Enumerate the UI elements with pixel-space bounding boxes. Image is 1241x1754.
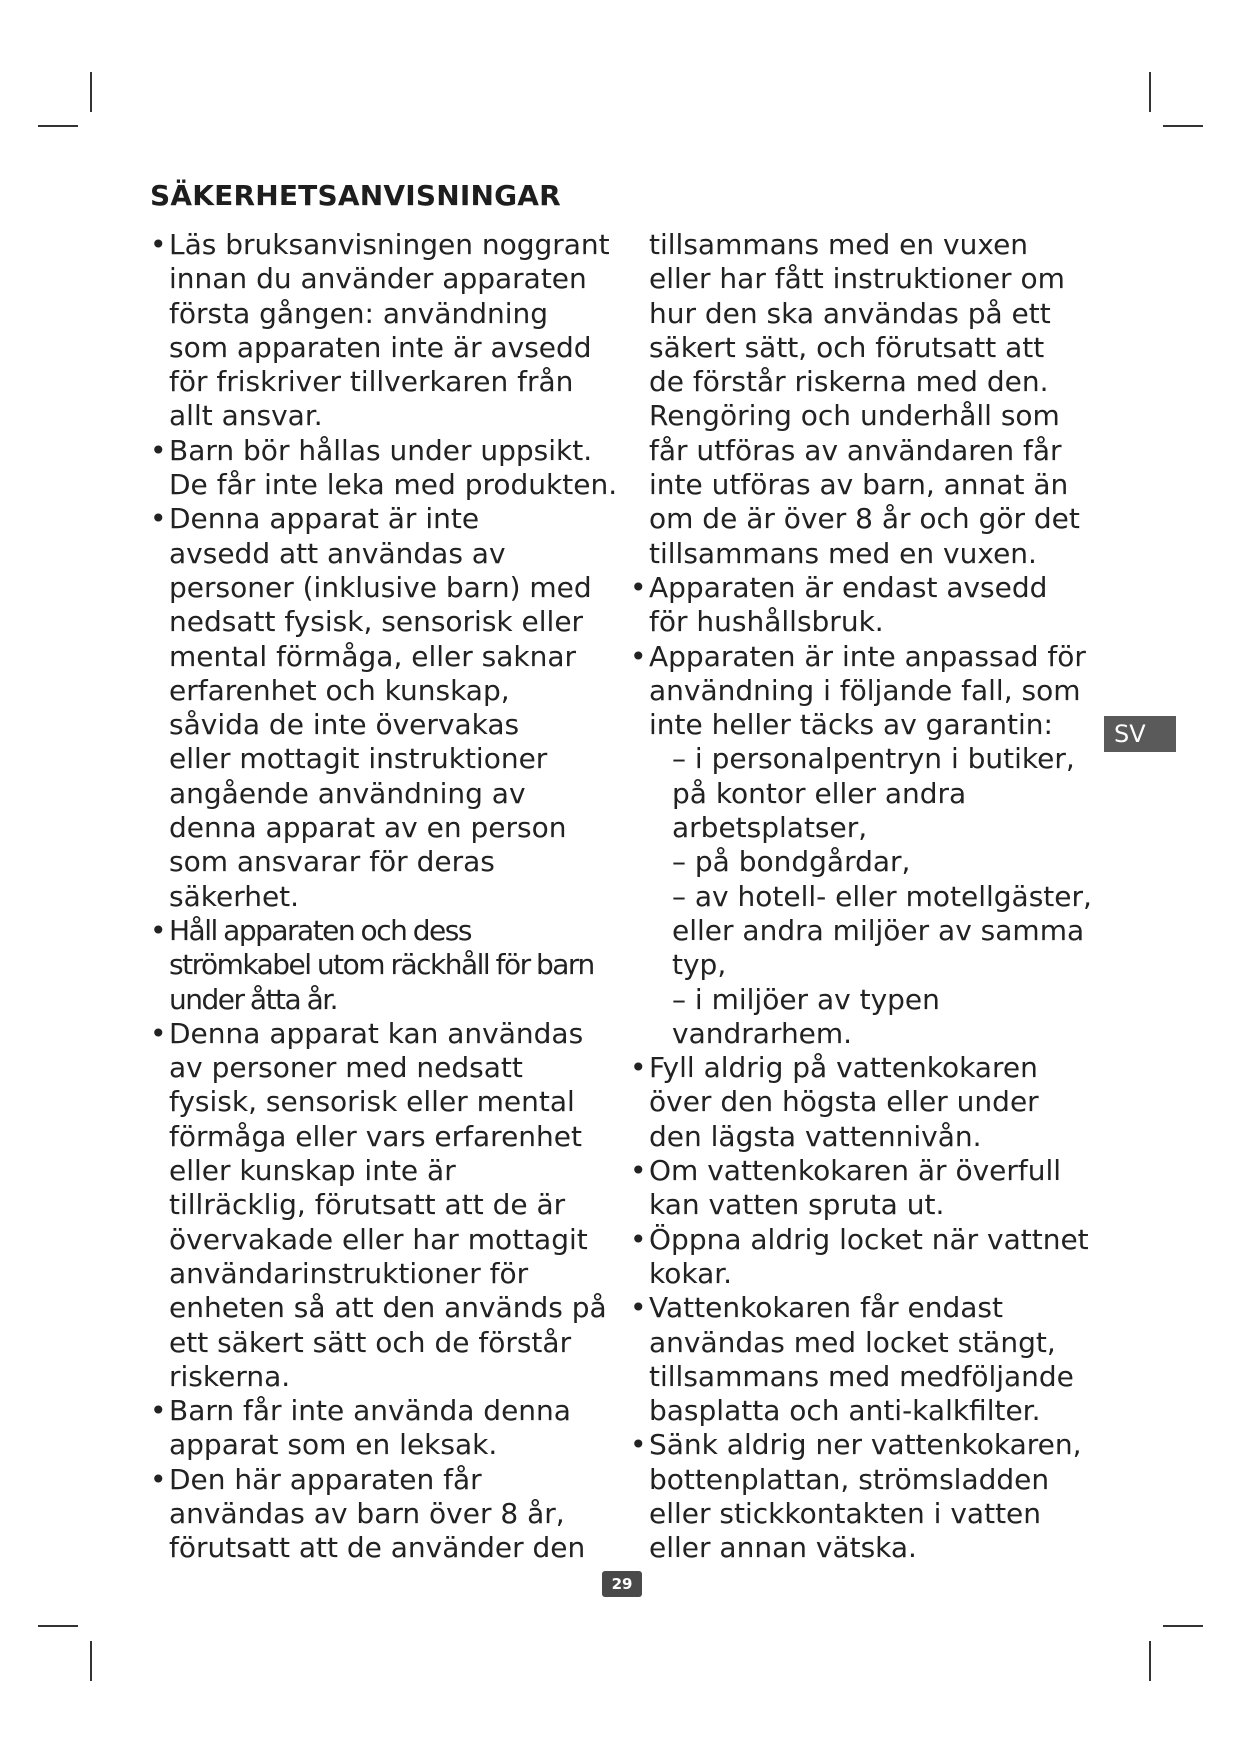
text-line: inte heller täcks av garantin: <box>649 708 1053 742</box>
text-line: eller har fått instruktioner om <box>649 262 1065 296</box>
text-line: Apparaten är inte anpassad för <box>649 639 1086 673</box>
text-line: på kontor eller andra <box>672 776 967 810</box>
text-line: enheten så att den används på <box>169 1291 607 1325</box>
bullet-item <box>150 1394 610 1463</box>
bullet-item <box>630 1051 1100 1154</box>
bullet-icon: • <box>150 228 167 261</box>
text-line: som ansvarar för deras <box>169 845 495 879</box>
bullet-item <box>150 228 610 434</box>
text-line: de förstår riskerna med den. <box>649 365 1049 399</box>
bullet-icon: • <box>150 913 166 947</box>
text-line: Rengöring och underhåll som <box>649 399 1060 433</box>
bullet-icon: • <box>150 1462 167 1496</box>
text-line: förutsatt att de använder den <box>169 1531 586 1565</box>
bullet-item <box>630 1154 1100 1223</box>
crop-mark-bottom-left-vertical <box>90 1641 92 1681</box>
text-line: säkert sätt, och förutsatt att <box>649 330 1045 364</box>
text-line: basplatta och anti-kalkfilter. <box>649 1394 1041 1428</box>
crop-mark-bottom-right-vertical <box>1149 1641 1151 1681</box>
text-line: eller annan vätska. <box>649 1531 917 1565</box>
text-line: eller stickkontakten i vatten <box>649 1496 1042 1530</box>
crop-mark-top-right-horizontal <box>1163 125 1203 127</box>
text-line: den lägsta vattennivån. <box>649 1119 982 1153</box>
right-bullet-list-continued <box>630 1051 1100 1565</box>
dash-item <box>649 845 1100 879</box>
text-line: mental förmåga, eller saknar <box>169 639 577 673</box>
text-line: Barn bör hållas under uppsikt. <box>169 433 593 467</box>
text-line: – i personalpentryn i butiker, <box>672 742 1075 776</box>
text-line: eller mottagit instruktioner <box>169 742 548 776</box>
bullet-icon: • <box>630 1428 647 1462</box>
text-line: Håll apparaten och dess <box>169 913 471 947</box>
text-line: bottenplattan, strömsladden <box>649 1462 1050 1496</box>
page-number: 29 <box>602 1571 642 1597</box>
text-line: för friskriver tillverkaren från <box>169 365 574 399</box>
text-line: användarinstruktioner för <box>169 1256 529 1290</box>
text-line: – i miljöer av typen <box>672 982 940 1016</box>
usage-exclusion-list <box>630 742 1100 1051</box>
text-line: övervakade eller har mottagit <box>169 1222 588 1256</box>
dash-item <box>649 742 1100 845</box>
text-line: strömkabel utom räckhåll för barn <box>169 948 594 982</box>
text-line: såvida de inte övervakas <box>169 708 520 742</box>
crop-mark-top-left-vertical <box>90 72 92 112</box>
bullet-icon: • <box>630 570 647 604</box>
text-line: under åtta år. <box>169 982 338 1016</box>
text-line: Den här apparaten får <box>169 1462 482 1496</box>
bullet-item <box>630 640 1100 743</box>
text-line: denna apparat av en person <box>169 811 567 845</box>
dash-item <box>649 880 1100 983</box>
text-line: Apparaten är endast avsedd <box>649 570 1048 604</box>
text-line: tillsammans med medföljande <box>649 1359 1074 1393</box>
bullet-item <box>150 502 610 914</box>
bullet-item <box>630 1428 1100 1565</box>
bullet-icon: • <box>150 1016 167 1050</box>
left-bullet-list <box>150 228 618 1566</box>
text-line: riskerna. <box>169 1359 291 1393</box>
text-line: kan vatten spruta ut. <box>649 1188 945 1222</box>
text-line: apparat som en leksak. <box>169 1428 498 1462</box>
bullet-icon: • <box>150 1394 167 1428</box>
text-line: Denna apparat kan användas <box>169 1016 584 1050</box>
continued-paragraph <box>630 228 1100 571</box>
bullet-icon: • <box>630 1154 647 1188</box>
left-column <box>150 228 618 1566</box>
text-line: eller andra miljöer av samma <box>672 913 1085 947</box>
bullet-item <box>630 571 1100 640</box>
text-line: hur den ska användas på ett <box>649 296 1051 330</box>
text-line: som apparaten inte är avsedd <box>169 330 592 364</box>
text-line: får utföras av användaren får <box>649 433 1062 467</box>
text-line: användas med locket stängt, <box>649 1325 1056 1359</box>
bullet-item <box>630 1223 1100 1292</box>
text-line: Sänk aldrig ner vattenkokaren, <box>649 1428 1082 1462</box>
text-line: Öppna aldrig locket när vattnet <box>649 1222 1089 1256</box>
text-line: Vattenkokaren får endast <box>649 1291 1003 1325</box>
text-line: om de är över 8 år och gör det <box>649 502 1080 536</box>
text-line: allt ansvar. <box>169 399 323 433</box>
text-line: användning i följande fall, som <box>649 673 1081 707</box>
text-line: De får inte leka med produkten. <box>169 468 618 502</box>
bullet-item <box>630 1291 1100 1428</box>
crop-mark-bottom-right-horizontal <box>1163 1625 1203 1627</box>
text-line: förmåga eller vars erfarenhet <box>169 1119 582 1153</box>
text-line: inte utföras av barn, annat än <box>649 468 1069 502</box>
text-line: – av hotell- eller motellgäster, <box>672 879 1092 913</box>
text-line: Fyll aldrig på vattenkokaren <box>649 1051 1038 1085</box>
crop-mark-top-left-horizontal <box>38 125 78 127</box>
text-line: första gången: användning <box>169 296 549 330</box>
text-line: säkerhet. <box>169 879 300 913</box>
text-line: över den högsta eller under <box>649 1085 1039 1119</box>
text-line: arbetsplatser, <box>672 811 868 845</box>
text-line: fysisk, sensorisk eller mental <box>169 1085 575 1119</box>
text-line: tillsammans med en vuxen. <box>649 536 1037 570</box>
text-line: Denna apparat är inte <box>169 502 480 536</box>
text-line: vandrarhem. <box>672 1016 853 1050</box>
right-bullet-list <box>630 571 1100 742</box>
text-line: innan du använder apparaten <box>169 262 587 296</box>
text-line: kokar. <box>649 1256 733 1290</box>
bullet-icon: • <box>630 1051 647 1085</box>
bullet-item <box>150 1463 610 1566</box>
bullet-item <box>150 433 618 503</box>
text-line: eller kunskap inte är <box>169 1154 456 1188</box>
text-line: angående användning av <box>169 776 526 810</box>
crop-mark-top-right-vertical <box>1149 72 1151 112</box>
crop-mark-bottom-left-horizontal <box>38 1625 78 1627</box>
text-line: nedsatt fysisk, sensorisk eller <box>169 605 584 639</box>
text-line: – på bondgårdar, <box>672 845 911 879</box>
bullet-icon: • <box>150 502 167 536</box>
text-line: Läs bruksanvisningen noggrant <box>169 228 610 261</box>
text-line: användas av barn över 8 år, <box>169 1496 565 1530</box>
bullet-icon: • <box>150 433 167 467</box>
page-title: SÄKERHETSANVISNINGAR <box>150 179 561 212</box>
text-line: erfarenhet och kunskap, <box>169 673 510 707</box>
right-column <box>630 228 1100 1566</box>
text-line: ett säkert sätt och de förstår <box>169 1325 572 1359</box>
text-line: Barn får inte använda denna <box>169 1394 571 1428</box>
text-line: personer (inklusive barn) med <box>169 570 592 604</box>
text-line: avsedd att användas av <box>169 536 506 570</box>
text-line: tillsammans med en vuxen <box>649 228 1029 261</box>
dash-item <box>649 983 1100 1052</box>
text-line: för hushållsbruk. <box>649 605 884 639</box>
bullet-icon: • <box>630 1291 647 1325</box>
text-line: Om vattenkokaren är överfull <box>649 1154 1062 1188</box>
text-line: typ, <box>672 948 727 982</box>
text-line: tillräcklig, förutsatt att de är <box>169 1188 566 1222</box>
bullet-icon: • <box>630 1222 647 1256</box>
bullet-icon: • <box>630 639 647 673</box>
text-line: av personer med nedsatt <box>169 1051 523 1085</box>
bullet-item <box>150 914 610 1017</box>
bullet-item <box>150 1017 610 1394</box>
language-tab: SV <box>1104 716 1176 752</box>
